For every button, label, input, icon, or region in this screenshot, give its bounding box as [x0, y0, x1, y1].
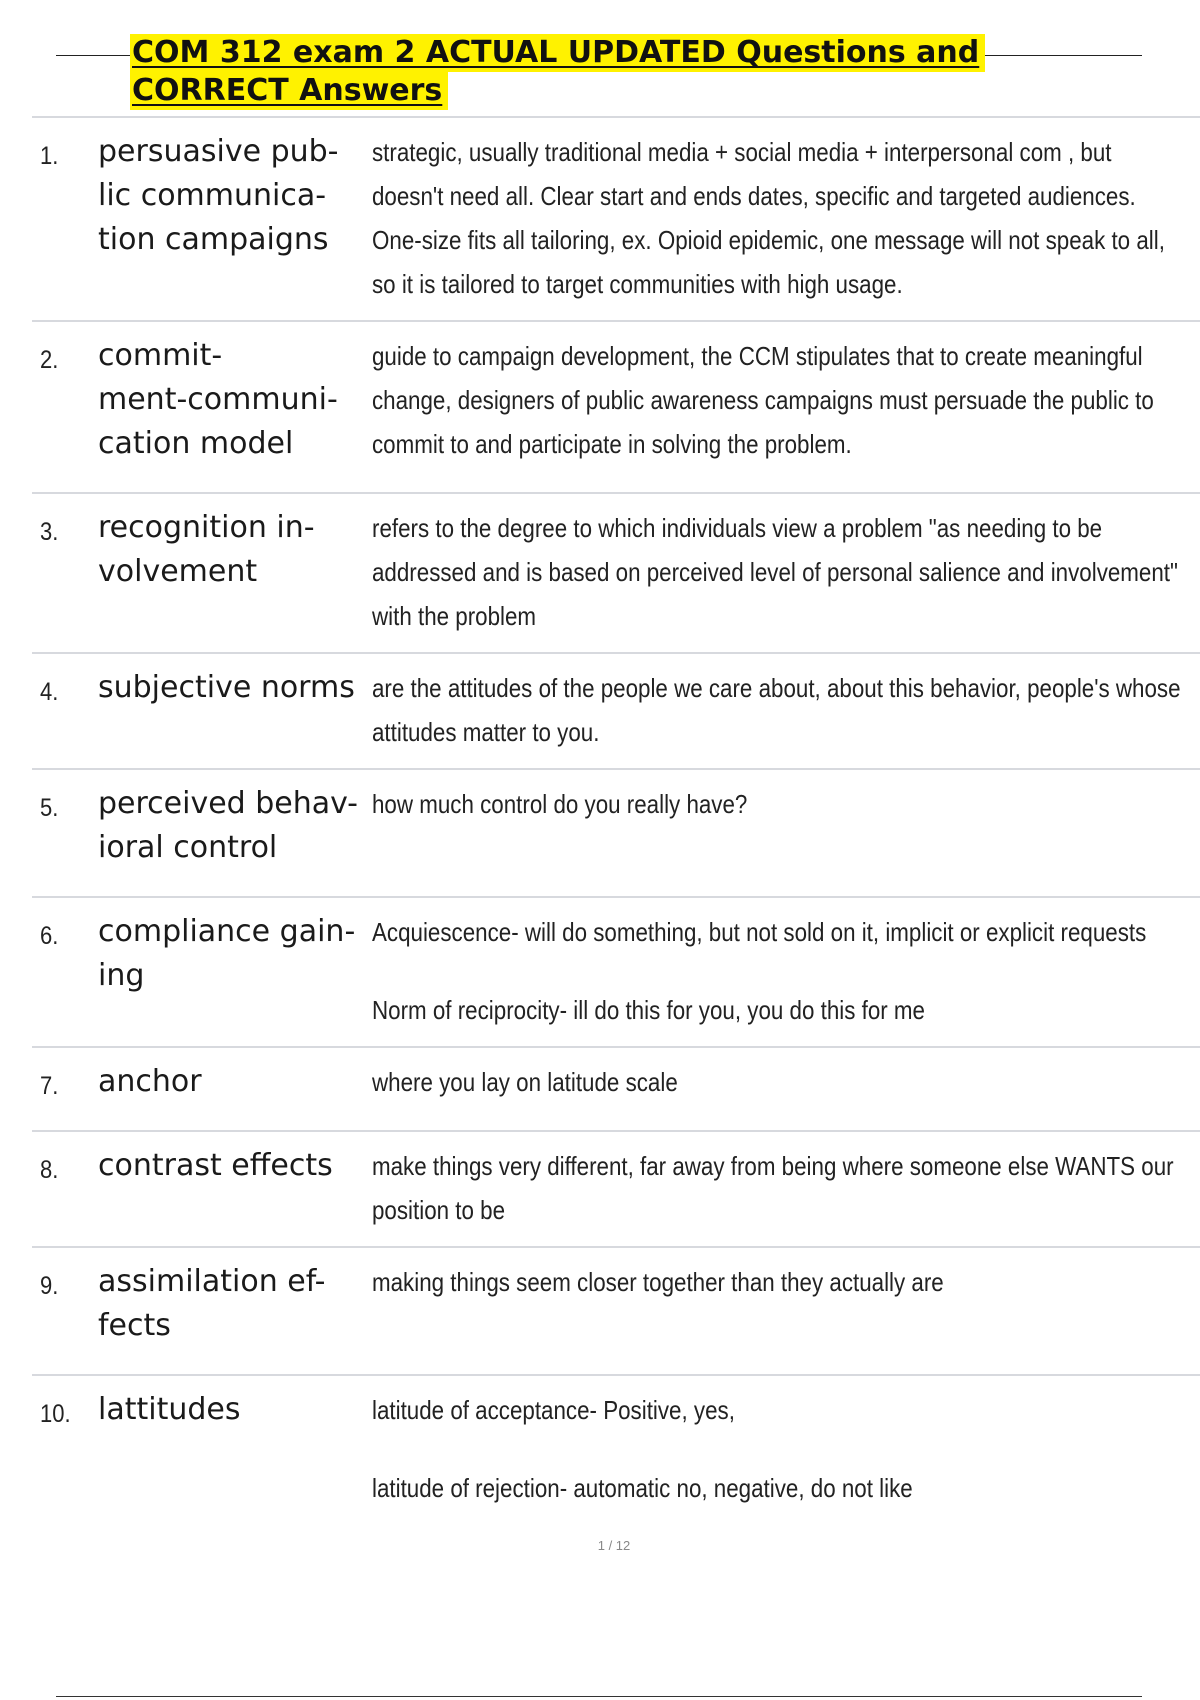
item-number: 9.: [40, 1272, 59, 1300]
item-definition: [372, 1144, 1189, 1232]
item-definition: [372, 130, 1189, 306]
document-header: [56, 34, 1142, 114]
item-number: 5.: [40, 794, 59, 822]
definition-paragraph: making things seem closer together than they actually are: [372, 1267, 944, 1297]
item-term: perceived behav- ioral control: [98, 786, 358, 865]
definition-paragraph: where you lay on latitude scale: [372, 1067, 678, 1097]
title-line-2: CORRECT Answers: [130, 72, 448, 110]
definition-paragraph: refers to the degree to which individuals view a problem "as needing to be addressed and is based on perceived level of personal salience and involvement" with the problem: [372, 513, 1178, 631]
item-number: 2.: [40, 346, 59, 374]
list-item: [32, 1130, 1200, 1246]
item-number: 6.: [40, 922, 59, 950]
item-term: compliance gain- ing: [98, 914, 356, 993]
qa-list: [32, 116, 1200, 1524]
item-definition: [372, 666, 1189, 754]
item-term: recognition in- volvement: [98, 510, 315, 589]
item-term: commit- ment-communi- cation model: [98, 338, 338, 461]
definition-paragraph: Norm of reciprocity- ill do this for you, you do this for me: [372, 995, 925, 1025]
title-line-1: COM 312 exam 2 ACTUAL UPDATED Questions and: [130, 34, 985, 72]
item-definition: [372, 1060, 1189, 1116]
page-title: [130, 34, 985, 110]
item-definition: [372, 1388, 1189, 1510]
list-item: [32, 896, 1200, 1046]
definition-paragraph: are the attitudes of the people we care about, about this behavior, people's whose attitudes matter to you.: [372, 673, 1181, 747]
item-number: 7.: [40, 1072, 59, 1100]
page-indicator: 1 / 12: [597, 1538, 631, 1553]
item-definition: [372, 910, 1189, 1032]
definition-paragraph: latitude of rejection- automatic no, negative, do not like: [372, 1473, 913, 1503]
item-number: 1.: [40, 142, 59, 170]
list-item: [32, 1246, 1200, 1374]
list-item: [32, 1374, 1200, 1524]
item-term: assimilation ef- fects: [98, 1264, 326, 1343]
item-term: contrast effects: [98, 1148, 333, 1183]
item-number: 10.: [40, 1400, 71, 1428]
list-item: [32, 652, 1200, 768]
item-term: lattitudes: [98, 1392, 241, 1427]
definition-paragraph: strategic, usually traditional media + social media + interpersonal com , but doesn't need all. Clear start and ends dates, specific and targeted audiences. One-size fits all tailoring, ex. Opioid epidemic, one message will not speak to all, so it is tailored to target communities with high usage.: [372, 137, 1165, 299]
item-definition: [372, 334, 1189, 478]
item-definition: [372, 782, 1189, 882]
item-term: subjective norms: [98, 670, 355, 705]
item-definition: [372, 506, 1189, 638]
definition-paragraph: make things very different, far away from being where someone else WANTS our position to be: [372, 1151, 1174, 1225]
item-term: persuasive pub- lic communica- tion campaigns: [98, 134, 339, 257]
definition-paragraph: Acquiescence- will do something, but not sold on it, implicit or explicit requests: [372, 917, 1147, 947]
list-item: [32, 116, 1200, 320]
definition-paragraph: guide to campaign development, the CCM stipulates that to create meaningful change, designers of public awareness campaigns must persuade the public to commit to and participate in solving the problem.: [372, 341, 1154, 459]
definition-paragraph: latitude of acceptance- Positive, yes,: [372, 1395, 735, 1425]
item-number: 4.: [40, 678, 59, 706]
list-item: [32, 492, 1200, 652]
item-term: anchor: [98, 1064, 202, 1099]
list-item: [32, 1046, 1200, 1130]
list-item: [32, 320, 1200, 492]
definition-paragraph: how much control do you really have?: [372, 789, 748, 819]
item-number: 3.: [40, 518, 59, 546]
item-definition: [372, 1260, 1189, 1360]
item-number: 8.: [40, 1156, 59, 1184]
footer-rule: [56, 1696, 1142, 1697]
list-item: [32, 768, 1200, 896]
